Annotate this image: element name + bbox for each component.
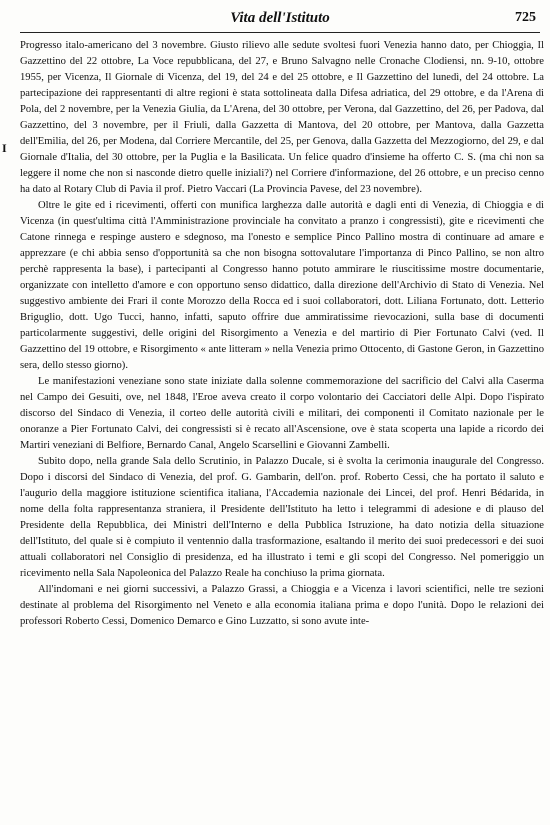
paragraph: Subito dopo, nella grande Sala dello Scrutinio, in Palazzo Ducale, si è svolta la cerimonia inaugurale del Congresso. Dopo i discorsi del Sindaco di Venezia, del prof. G. Gambarin, dell'on. prof. Roberto Cessi, che ha portato il saluto e l'augurio della maggiore istituzione scientifica italiana, l'Accademia nazionale dei Lincei, del prof. Henri Bédarida, in nome della folta rappresentanza straniera, il Presidente dell'Istituto ha letto i telegrammi di adesione e di plauso del Presidente della Repubblica, dei Ministri dell'Interno e della Pubblica Istruzione, ha dato notizia della situazione dell'Istituto, del quale si è compiuto il ventennio dalla trasformazione, esaltando il merito dei suoi predecessori e dei suoi attuali collaboratori nel Consiglio di presidenza, ed ha illustrato i temi e gli scopi del Congresso. Nel pomeriggio un ricevimento nella Sala Napoleonica del Palazzo Reale ha conchiuso la prima giornata. — [20, 456, 544, 579]
page-number: 725 — [515, 10, 536, 25]
running-title: Vita dell'Istituto — [230, 10, 330, 26]
paragraph: Oltre le gite ed i ricevimenti, offerti con munifica larghezza dalle autorità e dagli enti di Venezia, di Chioggia e di Vicenza (in quest'ultima città l'Amministrazione provinciale ha convitato a pranzo i congressisti), gite e ricevimenti che Catone rinnega e respinge austero e sdegnoso, ma l'onesto e semplice Pinco Pallino mostra di continuare ad amare e apprezzare (e chi abbia senso d'opportunità sa che non bisogna sottovalutare l'importanza di Pinco Pallino, se non altro perchè rappresenta la base), i partecipanti al Congresso hanno potuto ammirare le riuscitissime mostre documentarie, organizzate con intelletto d'amore e con opportuno senso didattico, dalla direzione dell'Archivio di Stato di Venezia. Nel suggestivo ambiente dei Frari il conte Morozzo della Rocca ed i suoi collaboratori, dott. Liliana Fortunato, dott. Letterio Briguglio, dott. Ugo Tucci, hanno, infatti, saputo offrire due ammiratissime rievocazioni, sulla base di documenti particolarmente suggestivi, delle origini del Risorgimento a Venezia e del martirio di Pier Fortunato Calvi (ved. Il Gazzettino del 19 ottobre, e Risorgimento « ante litteram » nella Venezia primo Ottocento, di Gastone Geron, in Gazzettino sera, dello stesso giorno). — [20, 200, 544, 371]
paragraph: Le manifestazioni veneziane sono state iniziate dalla solenne commemorazione del sacrificio del Calvi alla Caserma nel Campo dei Gesuiti, ove, nel 1848, l'Eroe aveva creato il corpo volontario dei Cacciatori delle Alpi. Dopo l'ispirato discorso del Sindaco di Venezia, il corteo delle autorità civili e militari, dei componenti il Comitato nazionale per le onoranze a Pier Fortunato Calvi, dei congressisti si è recato all'Ascensione, ove è stata scoperta una lapide a ricordo dei Martiri veneziani di Belfiore, Bernardo Canal, Angelo Scarsellini e Giovanni Zambelli. — [20, 376, 544, 451]
body-text — [20, 38, 544, 630]
paragraph: All'indomani e nei giorni successivi, a Palazzo Grassi, a Chioggia e a Vicenza i lavori scientifici, nelle tre sezioni destinate al problema del Risorgimento nel Veneto e alla economia italiana prima e dopo l'unità. Dopo le relazioni dei professori Roberto Cessi, Domenico Demarco e Gino Luzzatto, si sono avute inte- — [20, 584, 544, 627]
paragraph: Progresso italo-americano del 3 novembre. Giusto rilievo alle sedute svoltesi fuori Venezia hanno dato, per Chioggia, Il Gazzettino del 22 ottobre, La Voce repubblicana, del 27, e Bruno Salvagno nelle Cronache Clodiensi, nn. 9-10, ottobre 1955, per Vicenza, Il Giornale di Vicenza, del 19, del 24 e del 25 ottobre, e Il Gazzettino del lunedì, del 24 ottobre. La partecipazione dei rappresentanti di altre regioni è stata sottolineata dalla Difesa adriatica, del 29 ottobre, e da l'Arena di Pola, del 2 novembre, per la Venezia Giulia, da L'Arena, del 30 ottobre, per Verona, dal Gazzettino, del 26, per Padova, dal Gazzettino, del 3 novembre, per il Friuli, dalla Gazzetta di Mantova, del 20 ottobre, per Mantova, dalla Gazzetta dell'Emilia, del 26, per Modena, dal Corriere Mercantile, del 25, per Genova, dalla Gazzetta del Mezzogiorno, del 29, e dal Giornale d'Italia, del 30 ottobre, per la Puglia e la Basilicata. Un felice quadro d'insieme ha offerto C. S. (ma chi non sa leggere il nome che non si nasconde dietro quelle iniziali?) nel Corriere d'informazione, del 26 ottobre, e un preciso cenno ha dato al Rotary Club di Pavia il prof. Pietro Vaccari (La Provincia Pavese, del 23 novembre). — [20, 40, 544, 195]
margin-mark: I — [2, 141, 6, 155]
header-rule — [20, 32, 540, 33]
running-header — [20, 8, 540, 30]
